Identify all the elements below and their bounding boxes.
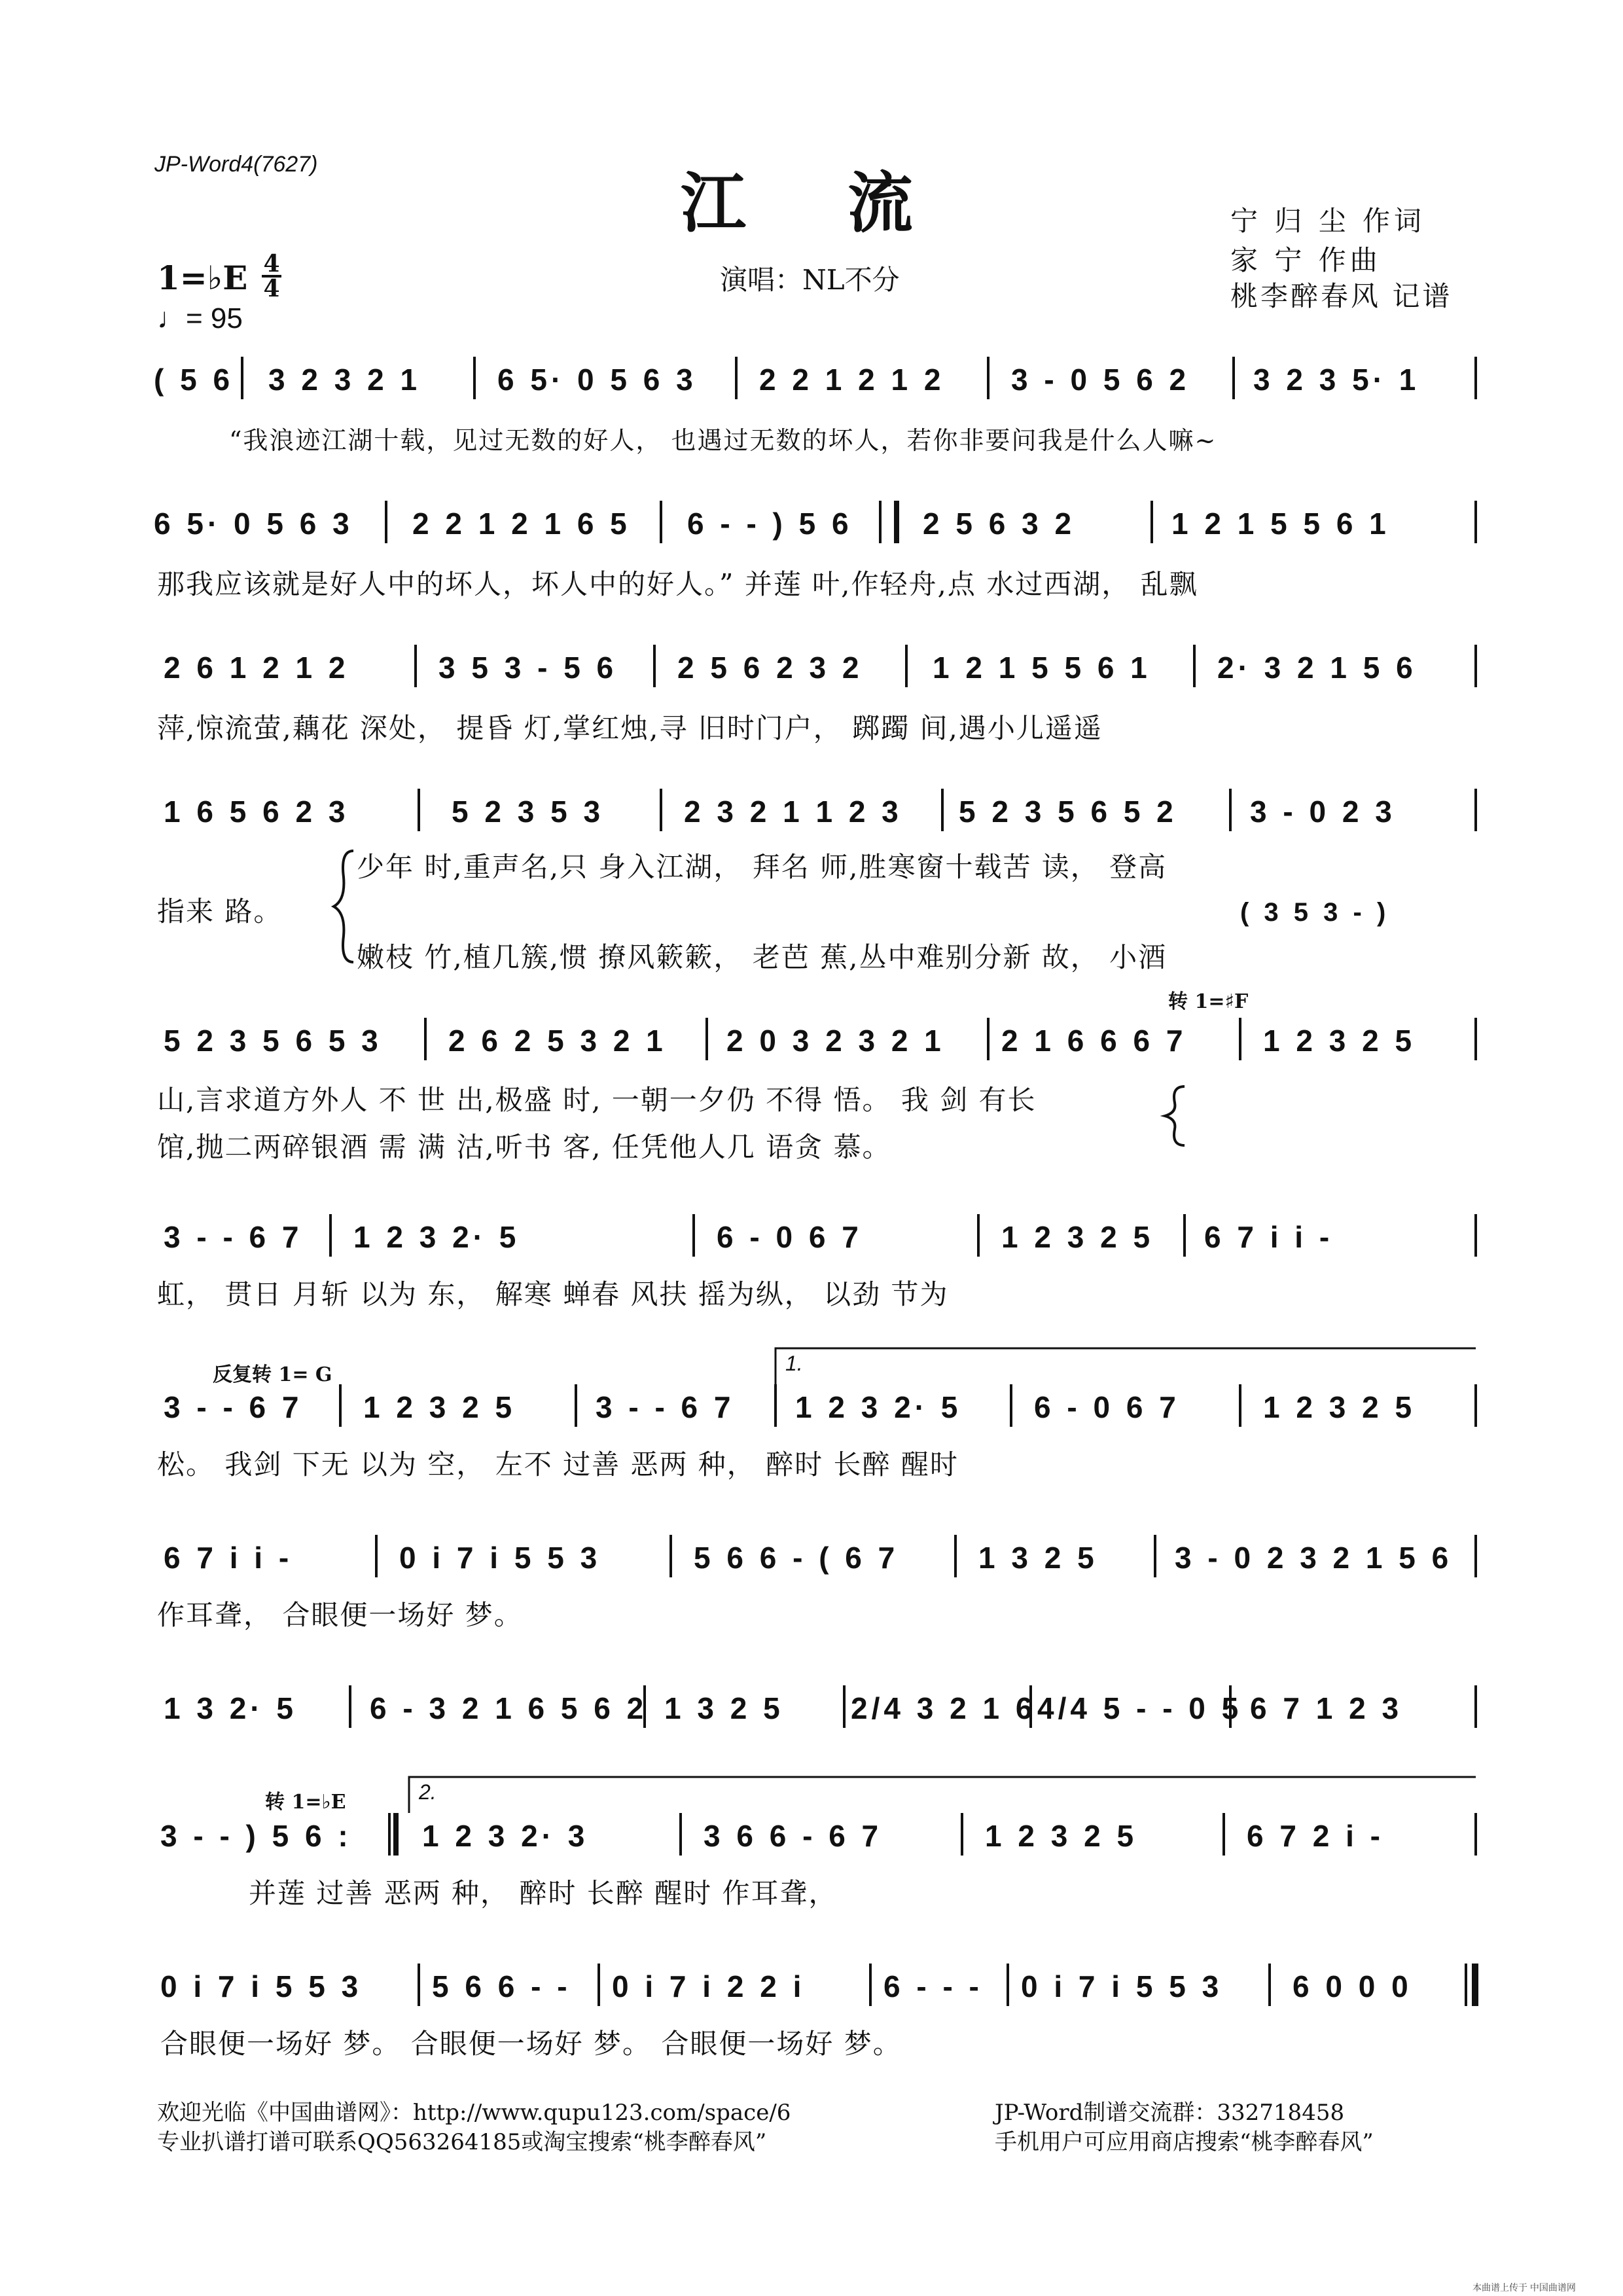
lyric-line: 虹， 贯日 月斩 以为 东， 解寒 蝉春 风扶 摇为纵， 以劲 节为	[157, 1278, 949, 1310]
measure: 6 7 2 i -	[1247, 1819, 1384, 1853]
time-signature-top: 4	[263, 250, 280, 278]
measure: 3 - - ) 5 6 :	[160, 1819, 352, 1853]
measure: 1 2 1 5 5 6 1	[1171, 507, 1390, 541]
measure: 2 3 2 1 1 2 3	[684, 795, 902, 829]
key-change-mark: 转 1=♯F	[1168, 990, 1249, 1013]
measure: 3 - - 6 7	[164, 1220, 303, 1254]
measure: 3 - 0 2 3	[1250, 795, 1396, 829]
measure: 0 i 7 i 5 5 3	[1021, 1969, 1223, 2003]
lyric-line: 指来 路。	[157, 895, 283, 927]
measure: 1 2 3 2 5	[363, 1390, 516, 1424]
measure: 5 2 3 5 6 5 2	[959, 795, 1177, 829]
measure: 6 - 0 6 7	[1034, 1390, 1180, 1424]
aside-notes: ( 3 5 3 - )	[1240, 898, 1390, 927]
measure: 2 5 6 2 3 2	[677, 651, 863, 685]
measure-time-change: 2/4 3 2 1 6	[851, 1691, 1037, 1725]
measure: 5 6 6 - ( 6 7	[694, 1541, 899, 1575]
lyric-line: 并莲 过善 恶两 种， 醉时 长醉 醒时 作耳聋，	[249, 1877, 838, 1909]
measure: 3 - 0 2 3 2 1 5 6	[1175, 1541, 1453, 1575]
lyric-line-verse-2: 嫩枝 竹,植几簇,惯 撩风簌簌， 老芭 蕉,丛中难别分新 故， 小酒	[357, 941, 1168, 973]
measure: 2 2 1 2 1 6 5	[412, 507, 631, 541]
measure: 6 0 0 0	[1293, 1969, 1412, 2003]
measure: 2 1 6 6 6 7	[1001, 1024, 1187, 1058]
measure: 2 5 6 3 2	[923, 507, 1076, 541]
measure: 1 2 3 2 5	[1263, 1390, 1416, 1424]
key-signature: 1=♭E	[157, 259, 248, 297]
measure: 5 2 3 5 3	[452, 795, 605, 829]
footer-group: JP-Word制谱交流群：332718458	[995, 2100, 1345, 2126]
measure: 6 - 3 2 1 6 5 6 2	[370, 1691, 648, 1725]
measure: 1 3 2 5	[978, 1541, 1098, 1575]
measure: ( 5 6	[154, 363, 234, 397]
footer-contact: 专业扒谱打谱可联系QQ563264185或淘宝搜索“桃李醉春风”	[157, 2129, 767, 2155]
key-change-mark: 转 1=♭E	[265, 1791, 346, 1814]
measure: 2 2 1 2 1 2	[759, 363, 945, 397]
repeat-key-change-mark: 反复转 1= G	[213, 1363, 332, 1386]
volta-second-ending: 2.	[419, 1780, 437, 1804]
measure: 6 7 1 2 3	[1250, 1691, 1403, 1725]
measure: 3 6 6 - 6 7	[704, 1819, 883, 1853]
measure: 6 - 0 6 7	[717, 1220, 863, 1254]
measure: 0 i 7 i 5 5 3	[399, 1541, 601, 1575]
measure: 1 2 1 5 5 6 1	[933, 651, 1151, 685]
measure: 0 i 7 i 5 5 3	[160, 1969, 363, 2003]
tempo-mark: ♩= 95	[157, 302, 243, 334]
footer-website: 欢迎光临《中国曲谱网》：http://www.qupu123.com/space/6	[157, 2100, 791, 2126]
lyric-line-verse-1: 山,言求道方外人 不 世 出,极盛 时, 一朝一夕仍 不得 悟。 我 剑 有长	[157, 1084, 1037, 1116]
measure: 2 6 1 2 1 2	[164, 651, 349, 685]
measure: 1 2 3 2· 5	[795, 1390, 962, 1424]
lyric-line: 合眼便一场好 梦。 合眼便一场好 梦。 合眼便一场好 梦。	[160, 2028, 902, 2060]
measure: 2 6 2 5 3 2 1	[448, 1024, 667, 1058]
measure: 3 - - 6 7	[164, 1390, 303, 1424]
lyric-line: 萍,惊流萤,藕花 深处， 提昏 灯,掌红烛,寻 旧时门户， 踯躅 间,遇小儿遥遥	[157, 712, 1103, 744]
lyric-line-verse-2: 馆,抛二两碎银酒 需 满 沽,听书 客, 任凭他人几 语贪 慕。	[157, 1131, 891, 1163]
measure: 3 5 3 - 5 6	[438, 651, 618, 685]
lyricist-credit: 宁 归 尘 作词	[1230, 205, 1426, 237]
measure-time-change: 4/4 5 - - 0 5	[1037, 1691, 1243, 1725]
singer-credit: 演唱：NL不分	[720, 264, 900, 296]
volta-first-ending: 1.	[785, 1352, 803, 1375]
site-stamp: 本曲谱上传于 中国曲谱网	[1472, 2282, 1576, 2293]
measure: 6 7 i i -	[1204, 1220, 1334, 1254]
measure: 3 2 3 2 1	[268, 363, 421, 397]
measure: 6 - - -	[883, 1969, 983, 2003]
lyric-line: 松。 我剑 下无 以为 空， 左不 过善 恶两 种， 醉时 长醉 醒时	[157, 1448, 959, 1480]
measure: 1 2 3 2 5	[1263, 1024, 1416, 1058]
measure: 6 5· 0 5 6 3	[154, 507, 353, 541]
measure: 2 0 3 2 3 2 1	[726, 1024, 945, 1058]
measure: 3 - 0 5 6 2	[1011, 363, 1190, 397]
measure: 5 2 3 5 6 5 3	[164, 1024, 382, 1058]
lyric-line-verse-1: 少年 时,重声名,只 身入江湖， 拜名 师,胜寒窗十载苦 读， 登高	[357, 851, 1168, 883]
measure: 1 3 2 5	[664, 1691, 784, 1725]
measure: 1 2 3 2 5	[1001, 1220, 1154, 1254]
measure: 6 7 i i -	[164, 1541, 293, 1575]
lyric-line: 作耳聋， 合眼便一场好 梦。	[157, 1599, 523, 1631]
measure: 3 - - 6 7	[596, 1390, 735, 1424]
measure: 1 2 3 2· 5	[353, 1220, 520, 1254]
measure: 2· 3 2 1 5 6	[1217, 651, 1417, 685]
composer-credit: 家 宁 作曲	[1230, 244, 1382, 276]
measure: 3 2 3 5· 1	[1253, 363, 1420, 397]
measure: 0 i 7 i 2 2 i	[612, 1969, 806, 2003]
measure: 5 6 6 - -	[432, 1969, 571, 2003]
software-label: JP-Word4(7627)	[154, 152, 318, 177]
measure: 1 3 2· 5	[164, 1691, 297, 1725]
measure: 1 2 3 2· 3	[422, 1819, 589, 1853]
measure: 6 - - ) 5 6	[687, 507, 853, 541]
time-signature-bottom: 4	[262, 275, 281, 300]
footer-app: 手机用户可应用商店搜索“桃李醉春风”	[995, 2129, 1374, 2155]
measure: 1 2 3 2 5	[985, 1819, 1138, 1853]
transcriber-credit: 桃李醉春风 记谱	[1230, 280, 1453, 312]
page-title: 江 流	[681, 164, 952, 242]
measure: 1 6 5 6 2 3	[164, 795, 349, 829]
measure: 6 5· 0 5 6 3	[497, 363, 697, 397]
lyric-line: “我浪迹江湖十载，见过无数的好人， 也遇过无数的坏人，若你非要问我是什么人嘛~	[229, 426, 1217, 455]
lyric-line: 那我应该就是好人中的坏人，坏人中的好人。” 并莲 叶,作轻舟,点 水过西湖， 乱飘	[157, 568, 1198, 600]
